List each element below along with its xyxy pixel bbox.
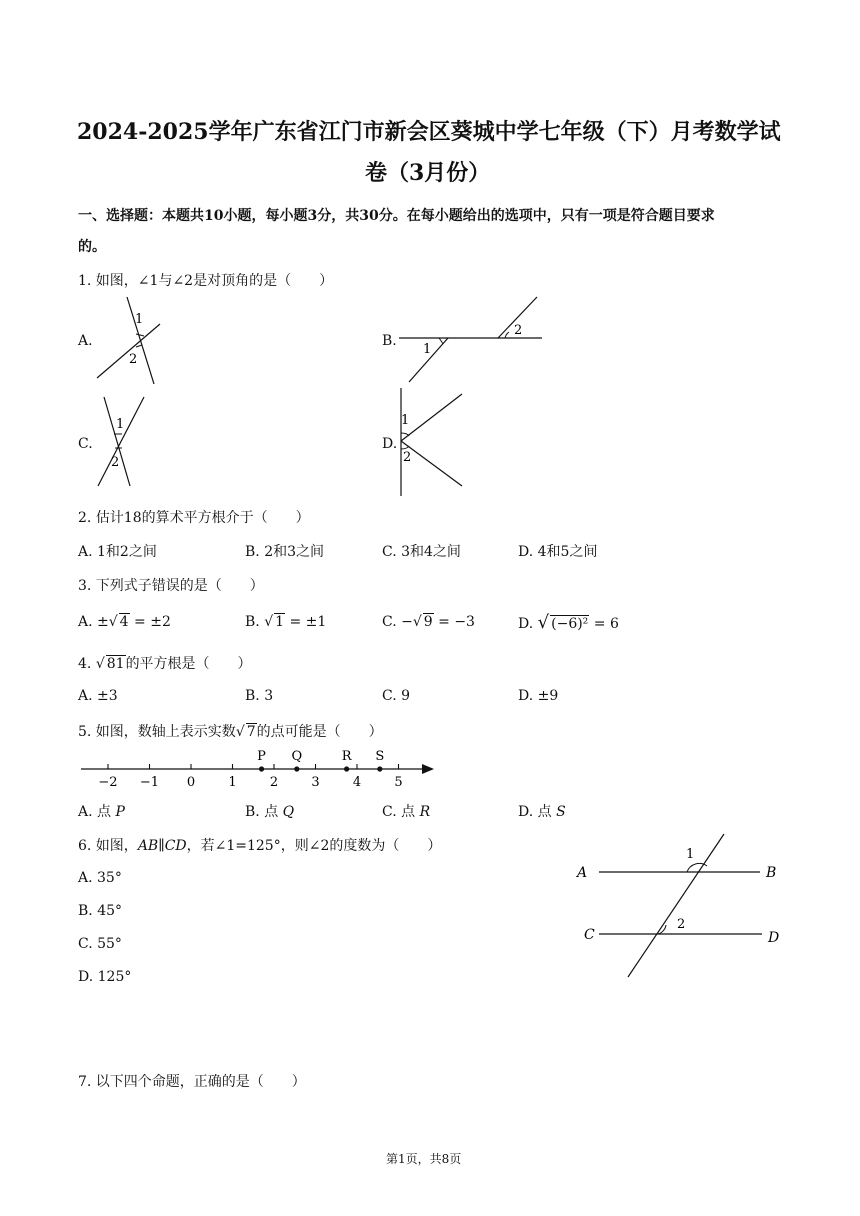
q1b-angle2-label: 2 bbox=[514, 323, 523, 338]
q5-point-q bbox=[294, 766, 299, 771]
q6-label-d: D bbox=[768, 930, 780, 946]
q5-point-label-s: S bbox=[375, 749, 385, 764]
q5-option-d: D. 点 S bbox=[518, 804, 566, 820]
q4-option-b: B. 3 bbox=[245, 688, 274, 704]
q2-option-b: B. 2和3之间 bbox=[245, 544, 325, 560]
q3-option-c: C. −√ 9 = −3 bbox=[382, 614, 475, 630]
q6-option-b: B. 45° bbox=[78, 903, 123, 919]
q5-tick-label: 5 bbox=[394, 775, 403, 790]
q6-label-b: B bbox=[766, 865, 777, 881]
q1d-angle2-label: 2 bbox=[403, 450, 412, 465]
q5-tick-label: −2 bbox=[98, 775, 118, 790]
q5-point-r bbox=[344, 766, 349, 771]
section-header-line1: 一、选择题：本题共10小题，每小题3分，共30分。在每小题给出的选项中，只有一项是符合题目要求 bbox=[78, 208, 715, 224]
q6-option-c: C. 55° bbox=[78, 936, 122, 952]
q6-option-d: D. 125° bbox=[78, 969, 132, 985]
q5-stem: 5. 如图，数轴上表示实数√ 7的点可能是（ ） bbox=[78, 724, 383, 740]
q1d-angle1-label: 1 bbox=[401, 413, 410, 428]
q3-stem: 3. 下列式子错误的是（ ） bbox=[78, 578, 264, 594]
q4-option-c: C. 9 bbox=[382, 688, 411, 704]
q5-ticks bbox=[98, 764, 402, 790]
q1-figure-b bbox=[396, 294, 546, 386]
q4-option-d: D. ±9 bbox=[518, 688, 559, 704]
page-title-line2: 卷（3月份） bbox=[365, 160, 491, 186]
q1-figure-c bbox=[94, 394, 148, 490]
q1c-angle2-label: 2 bbox=[111, 455, 120, 470]
q1b-angle1-label: 1 bbox=[423, 342, 432, 357]
q5-tick-label: 4 bbox=[352, 775, 362, 790]
q6-figure bbox=[572, 830, 788, 982]
q5-point-label-p: P bbox=[257, 749, 266, 764]
q1-stem: 1. 如图，∠1与∠2是对顶角的是（ ） bbox=[78, 273, 334, 289]
q2-option-d: D. 4和5之间 bbox=[518, 544, 598, 560]
q5-tick-label: 2 bbox=[269, 775, 279, 790]
q2-option-c: C. 3和4之间 bbox=[382, 544, 461, 560]
q5-tick-label: −1 bbox=[139, 775, 160, 790]
q6-stem: 6. 如图，AB∥CD，若∠1=125°，则∠2的度数为（ ） bbox=[78, 838, 442, 854]
q5-tick-label: 3 bbox=[311, 775, 320, 790]
q6-angle1-label: 1 bbox=[686, 847, 695, 862]
q1-option-b-label: B. bbox=[382, 333, 397, 349]
q5-number-line bbox=[78, 744, 438, 794]
q4-option-a: A. ±3 bbox=[78, 688, 118, 704]
q6-label-a: A bbox=[577, 865, 588, 881]
q5-point-s bbox=[377, 766, 382, 771]
q6-label-c: C bbox=[584, 927, 595, 943]
section-header-line2: 的。 bbox=[78, 239, 106, 255]
q5-point-label-q: Q bbox=[291, 749, 303, 764]
q3-option-b: B. √ 1 = ±1 bbox=[245, 614, 327, 630]
q6-option-a: A. 35° bbox=[78, 870, 122, 886]
q1c-angle1-label: 1 bbox=[116, 417, 125, 432]
page-footer: 第1页，共8页 bbox=[386, 1152, 462, 1166]
q1-figure-a bbox=[94, 294, 164, 386]
q5-option-c: C. 点 R bbox=[382, 804, 431, 820]
q1-option-a-label: A. bbox=[78, 333, 93, 349]
q5-tick-label: 0 bbox=[186, 775, 196, 790]
q5-point-label-r: R bbox=[341, 749, 352, 764]
q5-option-a: A. 点 P bbox=[78, 804, 125, 820]
q5-points bbox=[257, 749, 384, 772]
q1-option-d-label: D. bbox=[382, 436, 398, 452]
q2-stem: 2. 估计18的算术平方根介于（ ） bbox=[78, 510, 310, 526]
q5-option-b: B. 点 Q bbox=[245, 804, 295, 820]
q6-angle2-label: 2 bbox=[677, 917, 686, 932]
q1-figure-d bbox=[396, 386, 466, 498]
q1a-angle1-label: 1 bbox=[135, 312, 144, 327]
q7-stem: 7. 以下四个命题，正确的是（ ） bbox=[78, 1074, 306, 1090]
q1a-angle2-label: 2 bbox=[129, 352, 138, 367]
q4-stem: 4. √ 81的平方根是（ ） bbox=[78, 656, 252, 672]
q3-option-d: D. √ (−6)² = 6 bbox=[518, 612, 619, 633]
q1-option-c-label: C. bbox=[78, 436, 93, 452]
page-title-line1: 2024-2025学年广东省江门市新会区葵城中学七年级（下）月考数学试 bbox=[77, 119, 781, 145]
q5-tick-label: 1 bbox=[228, 775, 237, 790]
q2-option-a: A. 1和2之间 bbox=[78, 544, 157, 560]
q3-option-a: A. ±√ 4 = ±2 bbox=[78, 614, 171, 630]
q5-point-p bbox=[259, 766, 264, 771]
